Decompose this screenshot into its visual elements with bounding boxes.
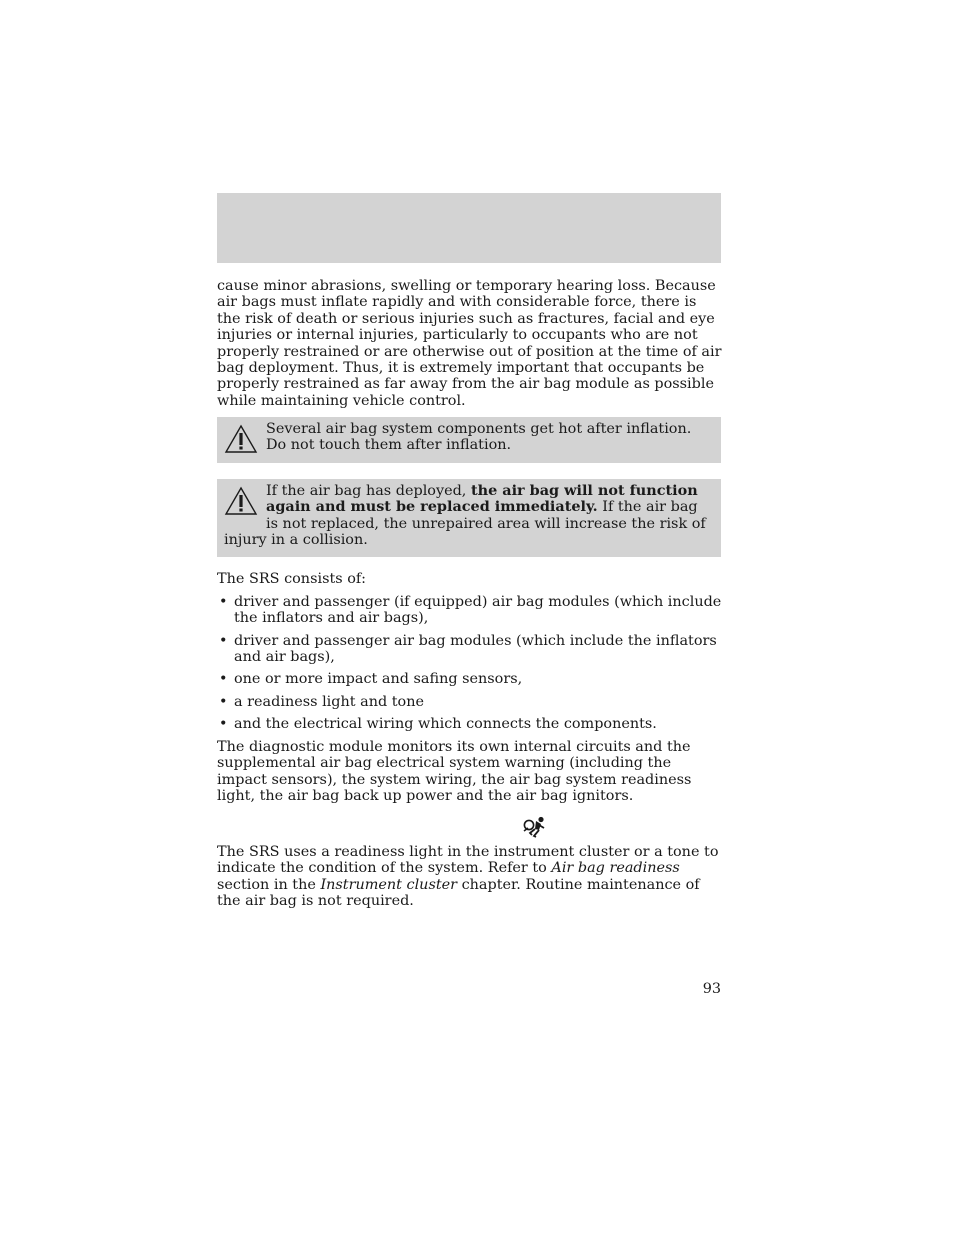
bullet-glyph: • <box>219 594 228 610</box>
list-item <box>217 594 723 627</box>
readiness-text-2: section in the <box>217 876 321 893</box>
diagnostic-paragraph: The diagnostic module monitors its own internal circuits and the supplemental air bag electrical system warning (including the impact sensors), the system wiring, the air bag system readiness light, the air bag back up power and the air bag ignitors. <box>217 739 692 805</box>
list-item <box>217 633 723 666</box>
bullet-glyph: • <box>219 694 228 710</box>
airbag-readiness-reference: Air bag readiness <box>551 860 680 877</box>
instrument-cluster-reference: Instrument cluster <box>320 876 458 893</box>
page-number: 93 <box>702 981 721 997</box>
intro-paragraph: cause minor abrasions, swelling or temporary hearing loss. Because air bags must inflate rapidly and with considerable force, there is the risk of death or serious injuries such as fractures, facial and eye injuries or internal injuries, particularly to occupants who are not properly restrained or are otherwise out of position at the time of air bag deployment. Thus, it is extremely important that occupants be properly restrained as far away from the air bag module as possible while maintaining vehicle control. <box>217 278 722 409</box>
readiness-paragraph <box>217 844 723 910</box>
warning-box-hot-components <box>217 417 721 463</box>
list-item-text: driver and passenger air bag modules (which include the inflators and air bags), <box>234 633 717 666</box>
bullet-glyph: • <box>219 716 228 732</box>
airbag-warning-icon <box>522 816 546 838</box>
warning-triangle-icon <box>224 486 258 516</box>
readiness-text-3: chapter. Routine maintenance of the air bag is not required. <box>217 876 700 910</box>
warning-text-hot-components: Several air bag system components get hot after inflation. Do not touch them after inflation. <box>266 421 692 454</box>
warning-text-deployed-bold: the air bag will not function again and must be replaced immediately. <box>266 482 698 516</box>
srs-intro: The SRS consists of: <box>217 571 367 587</box>
list-item-text: a readiness light and tone <box>234 694 424 710</box>
bullet-glyph: • <box>219 671 228 687</box>
chapter-header-band <box>217 193 721 263</box>
list-item <box>217 716 723 732</box>
warning-box-deployed <box>217 479 721 557</box>
list-item-text: one or more impact and safing sensors, <box>234 671 523 687</box>
warning-text-deployed-after: If the air bag is not replaced, the unrepaired area will increase the risk of injury in a collision. <box>224 499 706 549</box>
bullet-glyph: • <box>219 633 228 649</box>
list-item-text: and the electrical wiring which connects the components. <box>234 716 657 732</box>
warning-triangle-icon <box>224 424 258 454</box>
warning-text-deployed-before: If the air bag has deployed, <box>266 483 471 499</box>
list-item <box>217 694 723 710</box>
list-item-text: driver and passenger (if equipped) air bag modules (which include the inflators and air bags), <box>234 594 722 627</box>
list-item <box>217 671 723 687</box>
readiness-text-1: The SRS uses a readiness light in the instrument cluster or a tone to indicate the condition of the system. Refer to <box>217 844 719 877</box>
